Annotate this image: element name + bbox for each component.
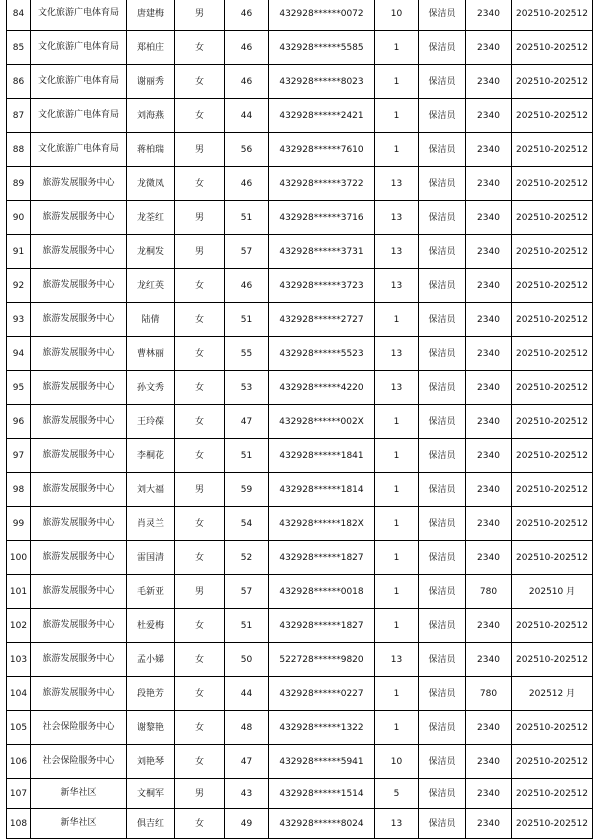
cell-amount: 2340 <box>466 65 512 99</box>
cell-group: 1 <box>375 65 419 99</box>
cell-post: 保洁员 <box>419 779 466 809</box>
cell-id-number: 432928******1322 <box>269 711 375 745</box>
cell-gender: 女 <box>175 269 225 303</box>
cell-index: 85 <box>7 31 31 65</box>
cell-index: 86 <box>7 65 31 99</box>
table-row <box>7 235 593 269</box>
cell-gender: 女 <box>175 677 225 711</box>
cell-amount: 2340 <box>466 0 512 31</box>
table-row <box>7 405 593 439</box>
cell-gender: 女 <box>175 609 225 643</box>
cell-name: 杜爱梅 <box>127 609 175 643</box>
table-row <box>7 677 593 711</box>
cell-name: 郑柏庄 <box>127 31 175 65</box>
table-row <box>7 31 593 65</box>
cell-group: 1 <box>375 541 419 575</box>
cell-unit: 旅游发展服务中心 <box>31 677 127 711</box>
cell-unit: 旅游发展服务中心 <box>31 371 127 405</box>
cell-name: 孟小娣 <box>127 643 175 677</box>
cell-index: 102 <box>7 609 31 643</box>
cell-group: 5 <box>375 779 419 809</box>
cell-name: 龙红英 <box>127 269 175 303</box>
cell-gender: 男 <box>175 0 225 31</box>
cell-index: 107 <box>7 779 31 809</box>
table-row <box>7 99 593 133</box>
cell-index: 97 <box>7 439 31 473</box>
cell-index: 91 <box>7 235 31 269</box>
cell-amount: 2340 <box>466 269 512 303</box>
cell-amount: 2340 <box>466 439 512 473</box>
cell-period: 202510-202512 <box>512 99 593 133</box>
cell-index: 90 <box>7 201 31 235</box>
cell-name: 雷国清 <box>127 541 175 575</box>
cell-name: 毛新亚 <box>127 575 175 609</box>
cell-index: 84 <box>7 0 31 31</box>
cell-period: 202510-202512 <box>512 609 593 643</box>
cell-age: 51 <box>225 609 269 643</box>
cell-amount: 2340 <box>466 405 512 439</box>
table-row <box>7 303 593 337</box>
table-row <box>7 337 593 371</box>
cell-age: 47 <box>225 405 269 439</box>
cell-unit: 旅游发展服务中心 <box>31 167 127 201</box>
cell-id-number: 432928******1841 <box>269 439 375 473</box>
cell-group: 1 <box>375 575 419 609</box>
table-row <box>7 779 593 809</box>
cell-group: 1 <box>375 711 419 745</box>
cell-age: 54 <box>225 507 269 541</box>
cell-gender: 女 <box>175 643 225 677</box>
cell-group: 1 <box>375 609 419 643</box>
cell-id-number: 432928******1814 <box>269 473 375 507</box>
cell-amount: 2340 <box>466 541 512 575</box>
cell-period: 202510-202512 <box>512 133 593 167</box>
cell-group: 13 <box>375 269 419 303</box>
cell-gender: 男 <box>175 779 225 809</box>
cell-gender: 女 <box>175 541 225 575</box>
cell-age: 48 <box>225 711 269 745</box>
cell-id-number: 432928******5941 <box>269 745 375 779</box>
cell-period: 202510-202512 <box>512 541 593 575</box>
cell-amount: 2340 <box>466 99 512 133</box>
cell-name: 孙文秀 <box>127 371 175 405</box>
table-row <box>7 439 593 473</box>
cell-group: 13 <box>375 371 419 405</box>
cell-age: 56 <box>225 133 269 167</box>
cell-gender: 女 <box>175 745 225 779</box>
cell-name: 谢丽秀 <box>127 65 175 99</box>
cell-id-number: 432928******3716 <box>269 201 375 235</box>
cell-period: 202510-202512 <box>512 201 593 235</box>
cell-id-number: 432928******2421 <box>269 99 375 133</box>
cell-post: 保洁员 <box>419 809 466 839</box>
cell-gender: 男 <box>175 201 225 235</box>
cell-gender: 男 <box>175 575 225 609</box>
cell-group: 13 <box>375 235 419 269</box>
table-row <box>7 541 593 575</box>
cell-group: 13 <box>375 201 419 235</box>
cell-post: 保洁员 <box>419 133 466 167</box>
cell-post: 保洁员 <box>419 575 466 609</box>
cell-id-number: 432928******0072 <box>269 0 375 31</box>
cell-amount: 2340 <box>466 779 512 809</box>
cell-age: 43 <box>225 779 269 809</box>
cell-age: 46 <box>225 269 269 303</box>
table-row <box>7 473 593 507</box>
cell-post: 保洁员 <box>419 303 466 337</box>
cell-name: 刘艳琴 <box>127 745 175 779</box>
cell-name: 谢黎艳 <box>127 711 175 745</box>
cell-age: 44 <box>225 99 269 133</box>
cell-unit: 旅游发展服务中心 <box>31 643 127 677</box>
cell-amount: 2340 <box>466 303 512 337</box>
cell-name: 陆倩 <box>127 303 175 337</box>
cell-period: 202510-202512 <box>512 235 593 269</box>
cell-id-number: 432928******1827 <box>269 541 375 575</box>
cell-unit: 旅游发展服务中心 <box>31 575 127 609</box>
cell-group: 1 <box>375 99 419 133</box>
cell-id-number: 432928******8024 <box>269 809 375 839</box>
cell-post: 保洁员 <box>419 371 466 405</box>
cell-post: 保洁员 <box>419 541 466 575</box>
cell-index: 92 <box>7 269 31 303</box>
cell-id-number: 432928******0227 <box>269 677 375 711</box>
cell-id-number: 432928******1514 <box>269 779 375 809</box>
cell-amount: 2340 <box>466 643 512 677</box>
cell-index: 104 <box>7 677 31 711</box>
cell-age: 46 <box>225 167 269 201</box>
cell-gender: 男 <box>175 473 225 507</box>
cell-unit: 旅游发展服务中心 <box>31 609 127 643</box>
cell-index: 101 <box>7 575 31 609</box>
cell-amount: 780 <box>466 575 512 609</box>
cell-id-number: 432928******3723 <box>269 269 375 303</box>
cell-post: 保洁员 <box>419 507 466 541</box>
table-row <box>7 507 593 541</box>
cell-id-number: 432928******3722 <box>269 167 375 201</box>
table-row <box>7 133 593 167</box>
cell-id-number: 432928******3731 <box>269 235 375 269</box>
cell-index: 87 <box>7 99 31 133</box>
cell-group: 13 <box>375 809 419 839</box>
cell-gender: 女 <box>175 337 225 371</box>
cell-period: 202512 月 <box>512 677 593 711</box>
cell-amount: 2340 <box>466 507 512 541</box>
cell-name: 李桐花 <box>127 439 175 473</box>
cell-unit: 旅游发展服务中心 <box>31 439 127 473</box>
cell-index: 105 <box>7 711 31 745</box>
table-row <box>7 269 593 303</box>
cell-unit: 文化旅游广电体育局 <box>31 99 127 133</box>
cell-period: 202510-202512 <box>512 473 593 507</box>
cell-period: 202510-202512 <box>512 745 593 779</box>
cell-post: 保洁员 <box>419 31 466 65</box>
cell-age: 57 <box>225 235 269 269</box>
cell-age: 51 <box>225 439 269 473</box>
cell-amount: 2340 <box>466 235 512 269</box>
cell-unit: 新华社区 <box>31 809 127 839</box>
cell-post: 保洁员 <box>419 269 466 303</box>
cell-gender: 男 <box>175 235 225 269</box>
cell-name: 俱吉红 <box>127 809 175 839</box>
cell-period: 202510-202512 <box>512 405 593 439</box>
cell-period: 202510-202512 <box>512 65 593 99</box>
cell-index: 103 <box>7 643 31 677</box>
cell-unit: 旅游发展服务中心 <box>31 269 127 303</box>
cell-id-number: 432928******182X <box>269 507 375 541</box>
table-row <box>7 711 593 745</box>
worker-table <box>6 0 593 839</box>
cell-group: 13 <box>375 337 419 371</box>
cell-group: 10 <box>375 745 419 779</box>
cell-amount: 2340 <box>466 609 512 643</box>
cell-name: 曹林丽 <box>127 337 175 371</box>
cell-age: 46 <box>225 0 269 31</box>
cell-group: 1 <box>375 507 419 541</box>
cell-gender: 女 <box>175 507 225 541</box>
cell-age: 53 <box>225 371 269 405</box>
cell-post: 保洁员 <box>419 643 466 677</box>
cell-unit: 新华社区 <box>31 779 127 809</box>
cell-index: 108 <box>7 809 31 839</box>
cell-amount: 2340 <box>466 167 512 201</box>
cell-name: 段艳芳 <box>127 677 175 711</box>
cell-age: 47 <box>225 745 269 779</box>
cell-unit: 旅游发展服务中心 <box>31 507 127 541</box>
cell-amount: 2340 <box>466 31 512 65</box>
cell-unit: 旅游发展服务中心 <box>31 337 127 371</box>
cell-index: 89 <box>7 167 31 201</box>
cell-name: 唐建梅 <box>127 0 175 31</box>
cell-name: 肖灵兰 <box>127 507 175 541</box>
cell-id-number: 432928******5523 <box>269 337 375 371</box>
cell-id-number: 432928******0018 <box>269 575 375 609</box>
cell-group: 13 <box>375 643 419 677</box>
cell-index: 96 <box>7 405 31 439</box>
cell-gender: 男 <box>175 133 225 167</box>
table-row <box>7 809 593 839</box>
cell-index: 100 <box>7 541 31 575</box>
table-row <box>7 167 593 201</box>
cell-unit: 旅游发展服务中心 <box>31 541 127 575</box>
cell-id-number: 432928******2727 <box>269 303 375 337</box>
cell-period: 202510-202512 <box>512 439 593 473</box>
cell-period: 202510-202512 <box>512 167 593 201</box>
table-row <box>7 0 593 31</box>
cell-amount: 2340 <box>466 711 512 745</box>
cell-post: 保洁员 <box>419 711 466 745</box>
cell-index: 93 <box>7 303 31 337</box>
cell-unit: 社会保险服务中心 <box>31 745 127 779</box>
cell-gender: 女 <box>175 303 225 337</box>
cell-group: 1 <box>375 303 419 337</box>
cell-gender: 女 <box>175 371 225 405</box>
cell-period: 202510-202512 <box>512 809 593 839</box>
cell-period: 202510 月 <box>512 575 593 609</box>
cell-group: 13 <box>375 167 419 201</box>
cell-gender: 女 <box>175 31 225 65</box>
cell-age: 59 <box>225 473 269 507</box>
cell-period: 202510-202512 <box>512 779 593 809</box>
cell-period: 202510-202512 <box>512 643 593 677</box>
cell-index: 106 <box>7 745 31 779</box>
cell-age: 57 <box>225 575 269 609</box>
cell-group: 1 <box>375 31 419 65</box>
cell-group: 1 <box>375 405 419 439</box>
cell-unit: 旅游发展服务中心 <box>31 405 127 439</box>
cell-name: 刘大福 <box>127 473 175 507</box>
cell-unit: 旅游发展服务中心 <box>31 303 127 337</box>
cell-post: 保洁员 <box>419 235 466 269</box>
cell-id-number: 432928******1827 <box>269 609 375 643</box>
cell-id-number: 432928******002X <box>269 405 375 439</box>
cell-unit: 旅游发展服务中心 <box>31 201 127 235</box>
table-row <box>7 65 593 99</box>
cell-period: 202510-202512 <box>512 303 593 337</box>
cell-index: 99 <box>7 507 31 541</box>
cell-age: 49 <box>225 809 269 839</box>
cell-gender: 女 <box>175 167 225 201</box>
cell-age: 55 <box>225 337 269 371</box>
cell-name: 龙微凤 <box>127 167 175 201</box>
cell-age: 46 <box>225 65 269 99</box>
cell-amount: 2340 <box>466 371 512 405</box>
cell-name: 蒋柏瑞 <box>127 133 175 167</box>
table-body <box>7 0 593 839</box>
cell-post: 保洁员 <box>419 677 466 711</box>
cell-post: 保洁员 <box>419 167 466 201</box>
cell-amount: 2340 <box>466 201 512 235</box>
cell-id-number: 432928******4220 <box>269 371 375 405</box>
cell-name: 刘海燕 <box>127 99 175 133</box>
cell-amount: 780 <box>466 677 512 711</box>
cell-id-number: 432928******8023 <box>269 65 375 99</box>
cell-amount: 2340 <box>466 745 512 779</box>
cell-period: 202510-202512 <box>512 507 593 541</box>
cell-group: 10 <box>375 0 419 31</box>
cell-post: 保洁员 <box>419 99 466 133</box>
cell-id-number: 432928******7610 <box>269 133 375 167</box>
cell-unit: 文化旅游广电体育局 <box>31 0 127 31</box>
cell-unit: 旅游发展服务中心 <box>31 235 127 269</box>
cell-age: 51 <box>225 201 269 235</box>
cell-index: 95 <box>7 371 31 405</box>
cell-unit: 旅游发展服务中心 <box>31 473 127 507</box>
cell-index: 98 <box>7 473 31 507</box>
cell-post: 保洁员 <box>419 337 466 371</box>
cell-name: 王玲葆 <box>127 405 175 439</box>
cell-age: 46 <box>225 31 269 65</box>
table-row <box>7 643 593 677</box>
table-row <box>7 609 593 643</box>
cell-group: 1 <box>375 439 419 473</box>
cell-post: 保洁员 <box>419 439 466 473</box>
cell-group: 1 <box>375 133 419 167</box>
cell-unit: 文化旅游广电体育局 <box>31 65 127 99</box>
cell-amount: 2340 <box>466 133 512 167</box>
cell-unit: 文化旅游广电体育局 <box>31 31 127 65</box>
cell-post: 保洁员 <box>419 201 466 235</box>
cell-post: 保洁员 <box>419 405 466 439</box>
cell-id-number: 522728******9820 <box>269 643 375 677</box>
cell-age: 50 <box>225 643 269 677</box>
cell-gender: 女 <box>175 809 225 839</box>
cell-gender: 女 <box>175 99 225 133</box>
table-row <box>7 745 593 779</box>
cell-unit: 文化旅游广电体育局 <box>31 133 127 167</box>
cell-gender: 女 <box>175 439 225 473</box>
cell-name: 龙桐发 <box>127 235 175 269</box>
cell-period: 202510-202512 <box>512 0 593 31</box>
cell-unit: 社会保险服务中心 <box>31 711 127 745</box>
cell-group: 1 <box>375 677 419 711</box>
cell-name: 文桐军 <box>127 779 175 809</box>
table-row <box>7 371 593 405</box>
cell-index: 88 <box>7 133 31 167</box>
cell-age: 44 <box>225 677 269 711</box>
cell-amount: 2340 <box>466 337 512 371</box>
cell-post: 保洁员 <box>419 745 466 779</box>
cell-period: 202510-202512 <box>512 371 593 405</box>
table-row <box>7 201 593 235</box>
cell-post: 保洁员 <box>419 65 466 99</box>
cell-gender: 女 <box>175 711 225 745</box>
cell-amount: 2340 <box>466 473 512 507</box>
table-row <box>7 575 593 609</box>
cell-name: 龙荃红 <box>127 201 175 235</box>
cell-group: 1 <box>375 473 419 507</box>
cell-gender: 女 <box>175 65 225 99</box>
cell-age: 52 <box>225 541 269 575</box>
cell-period: 202510-202512 <box>512 711 593 745</box>
cell-post: 保洁员 <box>419 609 466 643</box>
cell-index: 94 <box>7 337 31 371</box>
cell-id-number: 432928******5585 <box>269 31 375 65</box>
cell-amount: 2340 <box>466 809 512 839</box>
cell-post: 保洁员 <box>419 473 466 507</box>
cell-period: 202510-202512 <box>512 337 593 371</box>
cell-period: 202510-202512 <box>512 31 593 65</box>
cell-age: 51 <box>225 303 269 337</box>
cell-period: 202510-202512 <box>512 269 593 303</box>
cell-gender: 女 <box>175 405 225 439</box>
cell-post: 保洁员 <box>419 0 466 31</box>
